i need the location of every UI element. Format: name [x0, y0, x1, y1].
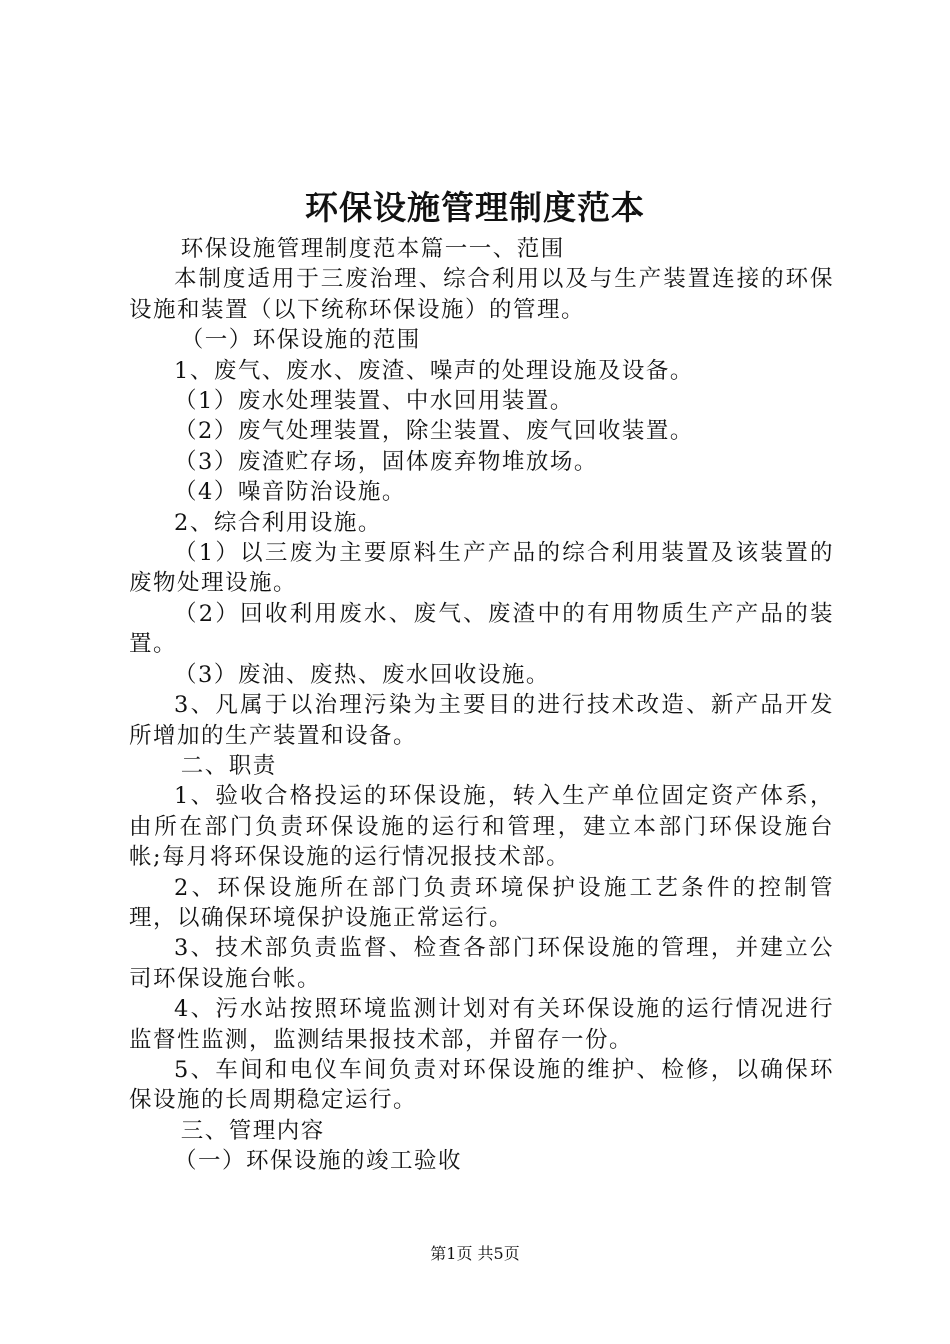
paragraph-item: 1、废气、废水、废渣、噪声的处理设施及设备。 [174, 357, 694, 384]
document-body [129, 234, 834, 1177]
paragraph-subitem: （3）废渣贮存场，固体废弃物堆放场。 [174, 448, 598, 475]
paragraph-subitem: （4）噪音防治设施。 [174, 479, 406, 506]
paragraph-item: 3、凡属于以治理污染为主要目的进行技术改造、新产品开发所增加的生产装置和设备。 [129, 692, 834, 749]
paragraph-subitem: （2）废气处理装置，除尘装置、废气回收装置。 [174, 418, 694, 445]
paragraph-item: 2、综合利用设施。 [174, 509, 382, 536]
paragraph-item: 3、技术部负责监督、检查各部门环保设施的管理，并建立公司环保设施台帐。 [129, 935, 834, 992]
paragraph-heading-management: 三、管理内容 [180, 1117, 325, 1144]
paragraph-subitem: （3）废油、废热、废水回收设施。 [174, 661, 550, 688]
paragraph-intro: 环保设施管理制度范本篇一一、范围 [180, 236, 565, 262]
page-footer: 第1页 共5页 [430, 1244, 520, 1263]
paragraph-item: 5、车间和电仪车间负责对环保设施的维护、检修，以确保环保设施的长周期稳定运行。 [129, 1056, 834, 1114]
paragraph-subitem: （1）废水处理装置、中水回用装置。 [174, 388, 574, 415]
document-title: 环保设施管理制度范本 [305, 188, 645, 227]
paragraph-heading-acceptance: （一）环保设施的竣工验收 [174, 1148, 463, 1175]
paragraph-item: 1、验收合格投运的环保设施，转入生产单位固定资产体系，由所在部门负责环保设施的运行和管理，建立本部门环保设施台帐;每月将环保设施的运行情况报技术部。 [129, 783, 834, 871]
paragraph-subitem: （1）以三废为主要原料生产产品的综合利用装置及该装置的废物处理设施。 [129, 540, 834, 597]
paragraph-item: 4、污水站按照环境监测计划对有关环保设施的运行情况进行监督性监测，监测结果报技术部，并留存一份。 [129, 996, 834, 1053]
paragraph-subitem: （2）回收利用废水、废气、废渣中的有用物质生产产品的装置。 [129, 600, 834, 658]
paragraph-heading-scope: （一）环保设施的范围 [180, 327, 421, 354]
paragraph-scope: 本制度适用于三废治理、综合利用以及与生产装置连接的环保设施和装置（以下统称环保设施）的管理。 [129, 266, 834, 323]
paragraph-item: 2、环保设施所在部门负责环境保护设施工艺条件的控制管理，以确保环境保护设施正常运行。 [129, 874, 834, 931]
paragraph-heading-duties: 二、职责 [180, 752, 277, 779]
